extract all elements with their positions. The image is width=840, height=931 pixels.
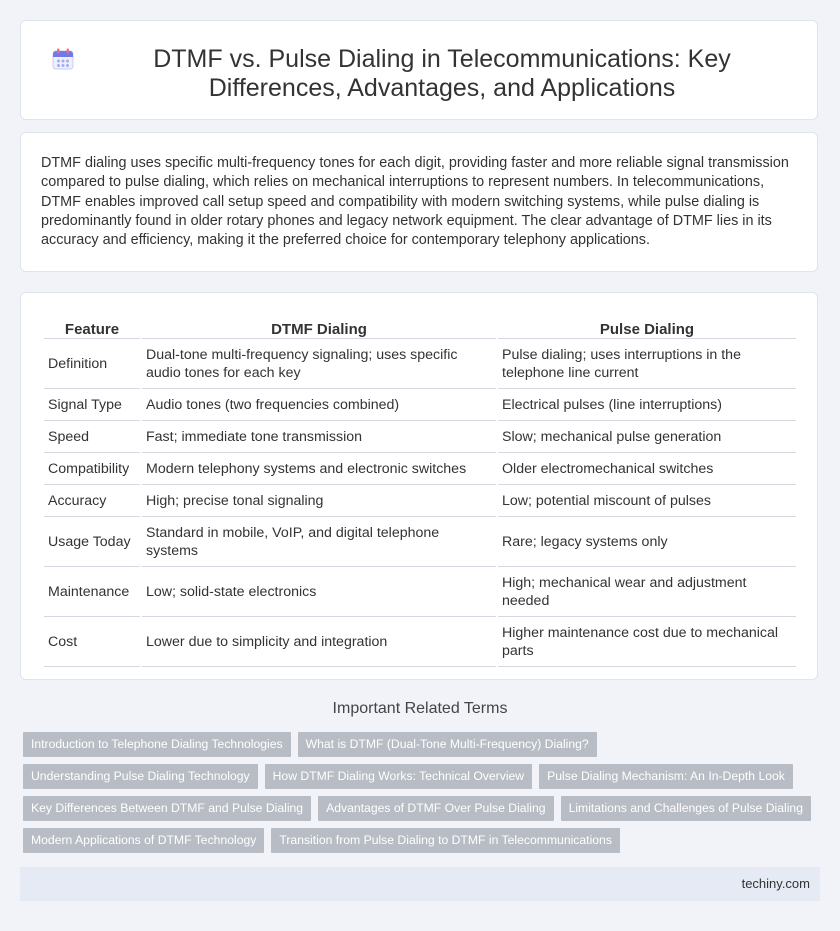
dtmf-cell: Fast; immediate tone transmission [142, 421, 496, 453]
pulse-cell: Low; potential miscount of pulses [498, 485, 796, 517]
page-title: DTMF vs. Pulse Dialing in Telecommunications: Key Differences, Advantages, and Applications [153, 45, 731, 102]
related-terms-tags [23, 732, 823, 860]
calendar-icon [51, 47, 75, 71]
feature-cell: Usage Today [44, 517, 140, 567]
header-pulse: Pulse Dialing [498, 312, 796, 339]
comparison-table-card [20, 292, 818, 680]
dtmf-cell: Dual-tone multi-frequency signaling; uses specific audio tones for each key [142, 339, 496, 389]
feature-cell: Cost [44, 617, 140, 667]
related-terms-title: Important Related Terms [332, 700, 508, 717]
header-dtmf: DTMF Dialing [142, 312, 496, 339]
comparison-table [42, 312, 798, 667]
site-name: techiny.com [741, 876, 810, 891]
pulse-cell: Electrical pulses (line interruptions) [498, 389, 796, 421]
table-row [44, 421, 796, 453]
pulse-cell: Higher maintenance cost due to mechanical parts [498, 617, 796, 667]
related-tag[interactable]: Transition from Pulse Dialing to DTMF in Telecommunications [271, 828, 620, 853]
table-header-row [44, 312, 796, 339]
dtmf-cell: Modern telephony systems and electronic switches [142, 453, 496, 485]
footer [20, 867, 820, 901]
pulse-cell: High; mechanical wear and adjustment needed [498, 567, 796, 617]
related-tag[interactable]: Limitations and Challenges of Pulse Dialing [561, 796, 811, 821]
feature-cell: Signal Type [44, 389, 140, 421]
feature-cell: Speed [44, 421, 140, 453]
table-row [44, 617, 796, 667]
pulse-cell: Slow; mechanical pulse generation [498, 421, 796, 453]
feature-cell: Definition [44, 339, 140, 389]
table-row [44, 453, 796, 485]
header-card [20, 20, 818, 120]
feature-cell: Maintenance [44, 567, 140, 617]
related-tag[interactable]: How DTMF Dialing Works: Technical Overview [265, 764, 532, 789]
header-feature: Feature [44, 312, 140, 339]
dtmf-cell: Lower due to simplicity and integration [142, 617, 496, 667]
pulse-cell: Rare; legacy systems only [498, 517, 796, 567]
table-row [44, 567, 796, 617]
dtmf-cell: High; precise tonal signaling [142, 485, 496, 517]
related-tag[interactable]: What is DTMF (Dual-Tone Multi-Frequency) Dialing? [298, 732, 597, 757]
intro-paragraph: DTMF dialing uses specific multi-frequency tones for each digit, providing faster and more reliable signal transmission compared to pulse dialing, which relies on mechanical interruptions to represent numbers. In telecommunications, DTMF enables improved call setup speed and compatibility with modern switching systems, while pulse dialing is predominantly found in older rotary phones and legacy network equipment. The clear advantage of DTMF lies in its accuracy and efficiency, making it the preferred choice for contemporary telephony applications. [41, 155, 789, 249]
related-tag[interactable]: Introduction to Telephone Dialing Technologies [23, 732, 291, 757]
dtmf-cell: Low; solid-state electronics [142, 567, 496, 617]
pulse-cell: Older electromechanical switches [498, 453, 796, 485]
dtmf-cell: Standard in mobile, VoIP, and digital telephone systems [142, 517, 496, 567]
related-tag[interactable]: Modern Applications of DTMF Technology [23, 828, 264, 853]
related-tag[interactable]: Key Differences Between DTMF and Pulse Dialing [23, 796, 311, 821]
table-row [44, 485, 796, 517]
related-tag[interactable]: Pulse Dialing Mechanism: An In-Depth Look [539, 764, 793, 789]
related-tag[interactable]: Advantages of DTMF Over Pulse Dialing [318, 796, 553, 821]
table-row [44, 389, 796, 421]
related-tag[interactable]: Understanding Pulse Dialing Technology [23, 764, 258, 789]
feature-cell: Accuracy [44, 485, 140, 517]
dtmf-cell: Audio tones (two frequencies combined) [142, 389, 496, 421]
pulse-cell: Pulse dialing; uses interruptions in the telephone line current [498, 339, 796, 389]
table-row [44, 517, 796, 567]
table-row [44, 339, 796, 389]
feature-cell: Compatibility [44, 453, 140, 485]
intro-card [20, 132, 818, 272]
